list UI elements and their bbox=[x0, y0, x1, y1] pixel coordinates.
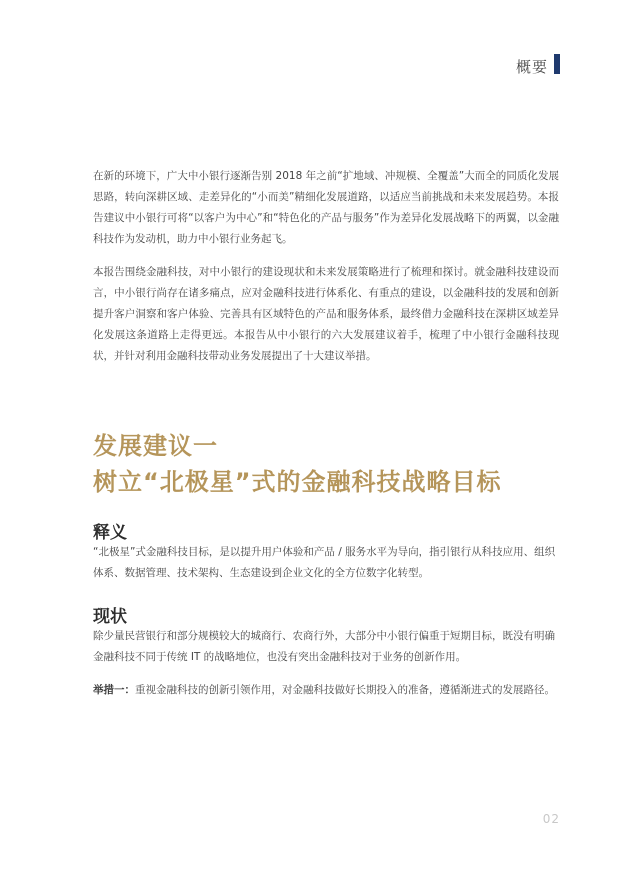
page-number: 02 bbox=[542, 812, 560, 826]
measure-label: 举措一： bbox=[93, 684, 135, 696]
section-title-line-1: 发展建议一 bbox=[93, 432, 218, 460]
status-text: 除少量民营银行和部分规模较大的城商行、农商行外，大部分中小银行偏重于短期目标，既没有明确金融科技不同于传统 IT 的战略地位，也没有突出金融科技对于业务的创新作用。 bbox=[93, 630, 555, 663]
section-title-line-2: 树立“北极星”式的金融科技战略目标 bbox=[93, 468, 502, 496]
measure-item bbox=[93, 680, 559, 701]
section-header-label: 概要 bbox=[515, 58, 548, 76]
section-title bbox=[93, 428, 502, 500]
measure-text: 重视金融科技的创新引领作用，对金融科技做好长期投入的准备，遵循渐进式的发展路径。 bbox=[135, 684, 555, 696]
status-heading: 现状 bbox=[93, 607, 127, 627]
intro-paragraph-2: 本报告围绕金融科技，对中小银行的建设现状和未来发展策略进行了梳理和探讨。就金融科技建设而言，中小银行尚存在诸多痛点，应对金融科技进行体系化、有重点的建设，以金融科技的发展和创新提升客户洞察和客户体验、完善具有区域特色的产品和服务体系，最终借力金融科技在深耕区域差异化发展这条道路上走得更远。本报告从中小银行的六大发展建议着手，梳理了中小银行金融科技现状，并针对利用金融科技带动业务发展提出了十大建议举措。 bbox=[93, 266, 559, 362]
definition-heading: 释义 bbox=[93, 523, 127, 543]
intro-paragraph-1: 在新的环境下，广大中小银行逐渐告别 2018 年之前“扩地域、冲规模、全覆盖”大而全的同质化发展思路，转向深耕区域、走差异化的“小而美”精细化发展道路，以适应当前挑战和未来发展趋势。本报告建议中小银行可将“以客户为中心”和“特色化的产品与服务”作为差异化发展战略下的两翼，以金融科技作为发动机，助力中小银行业务起飞。 bbox=[93, 170, 559, 245]
intro-block bbox=[93, 166, 559, 379]
definition-text: “北极星”式金融科技目标，是以提升用户体验和产品 / 服务水平为导向，指引银行从科技应用、组织体系、数据管理、技术架构、生态建设到企业文化的全方位数字化转型。 bbox=[93, 546, 556, 579]
header-accent-bar bbox=[554, 54, 560, 74]
